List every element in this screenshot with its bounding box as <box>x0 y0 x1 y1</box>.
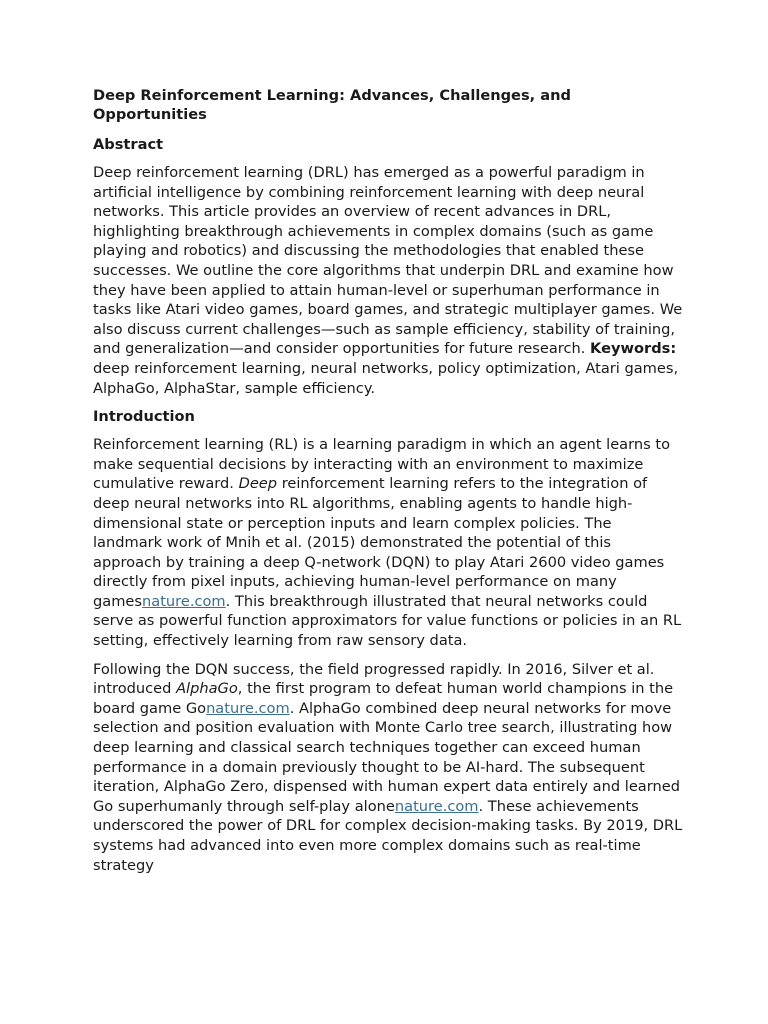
intro-p1-text-b: reinforcement learning refers to the integration of deep neural networks into RL algorithms, enabling agents to handle high-dimensional state or perception inputs and learn complex policies. The landmark work of Mnih et al. (2015) demonstrated the potential of this approach by training a deep Q-network (DQN) to play Atari 2600 video games directly from pixel inputs, achieving human-level performance on many games <box>93 475 665 610</box>
citation-link[interactable]: nature.com <box>142 592 226 610</box>
intro-p2-text-c: . AlphaGo combined deep neural networks for move selection and position evaluation with Monte Carlo tree search, illustrating how deep learning and classical search techniques together can exceed human performance in a domain previously thought to be AI-hard. The subsequent iteration, AlphaGo Zero, dispensed with human expert data entirely and learned Go superhumanly through self-play alone <box>93 699 680 815</box>
citation-link[interactable]: nature.com <box>394 797 479 815</box>
keywords-label: Keywords: <box>590 340 677 358</box>
intro-p2-text-b: , the first program to defeat human world champions in the board game Go <box>93 680 674 717</box>
intro-p2-emphasis: AlphaGo <box>176 680 238 698</box>
intro-p2-text-d: . These achievements underscored the power of DRL for complex decision-making tasks. By 2019, DRL systems had advanced into even more complex domains such as real-time strategy <box>93 797 683 874</box>
intro-p1-emphasis: Deep <box>238 475 278 493</box>
abstract-text: Deep reinforcement learning (DRL) has emerged as a powerful paradigm in artificial intelligence by combining reinforcement learning with deep neural networks. This article provides an overview of recent advances in DRL, highlighting breakthrough achievements in complex domains (such as game playing and robotics) and discussing the methodologies that enabled these successes. We outline the core algorithms that underpin DRL and examine how they have been applied to attain human-level or superhuman performance in tasks like Atari video games, board games, and strategic multiplayer games. We also discuss current challenges—such as sample efficiency, stability of training, and generalization—and consider opportunities for future research. <box>93 164 683 358</box>
document-title: Deep Reinforcement Learning: Advances, Challenges, and Opportunities <box>93 87 571 123</box>
intro-p2-text-a: Following the DQN success, the field progressed rapidly. In 2016, Silver et al. introduced <box>93 660 655 698</box>
intro-p1-text-a: Reinforcement learning (RL) is a learning paradigm in which an agent learns to make sequential decisions by interacting with an environment to maximize cumulative reward. <box>93 436 671 493</box>
abstract-heading: Abstract <box>93 136 164 153</box>
introduction-heading: Introduction <box>93 408 195 426</box>
document-page <box>93 86 683 884</box>
intro-p1-text-c: . This breakthrough illustrated that neural networks could serve as powerful function approximators for value functions or policies in an RL setting, effectively learning from raw sensory data. <box>93 592 682 650</box>
intro-paragraph-2 <box>93 660 683 876</box>
citation-link[interactable]: nature.com <box>206 699 290 717</box>
keywords-text: deep reinforcement learning, neural networks, policy optimization, Atari games, AlphaGo, AlphaStar, sample efficiency. <box>93 359 679 397</box>
abstract-paragraph <box>93 163 683 398</box>
intro-paragraph-1 <box>93 435 683 651</box>
